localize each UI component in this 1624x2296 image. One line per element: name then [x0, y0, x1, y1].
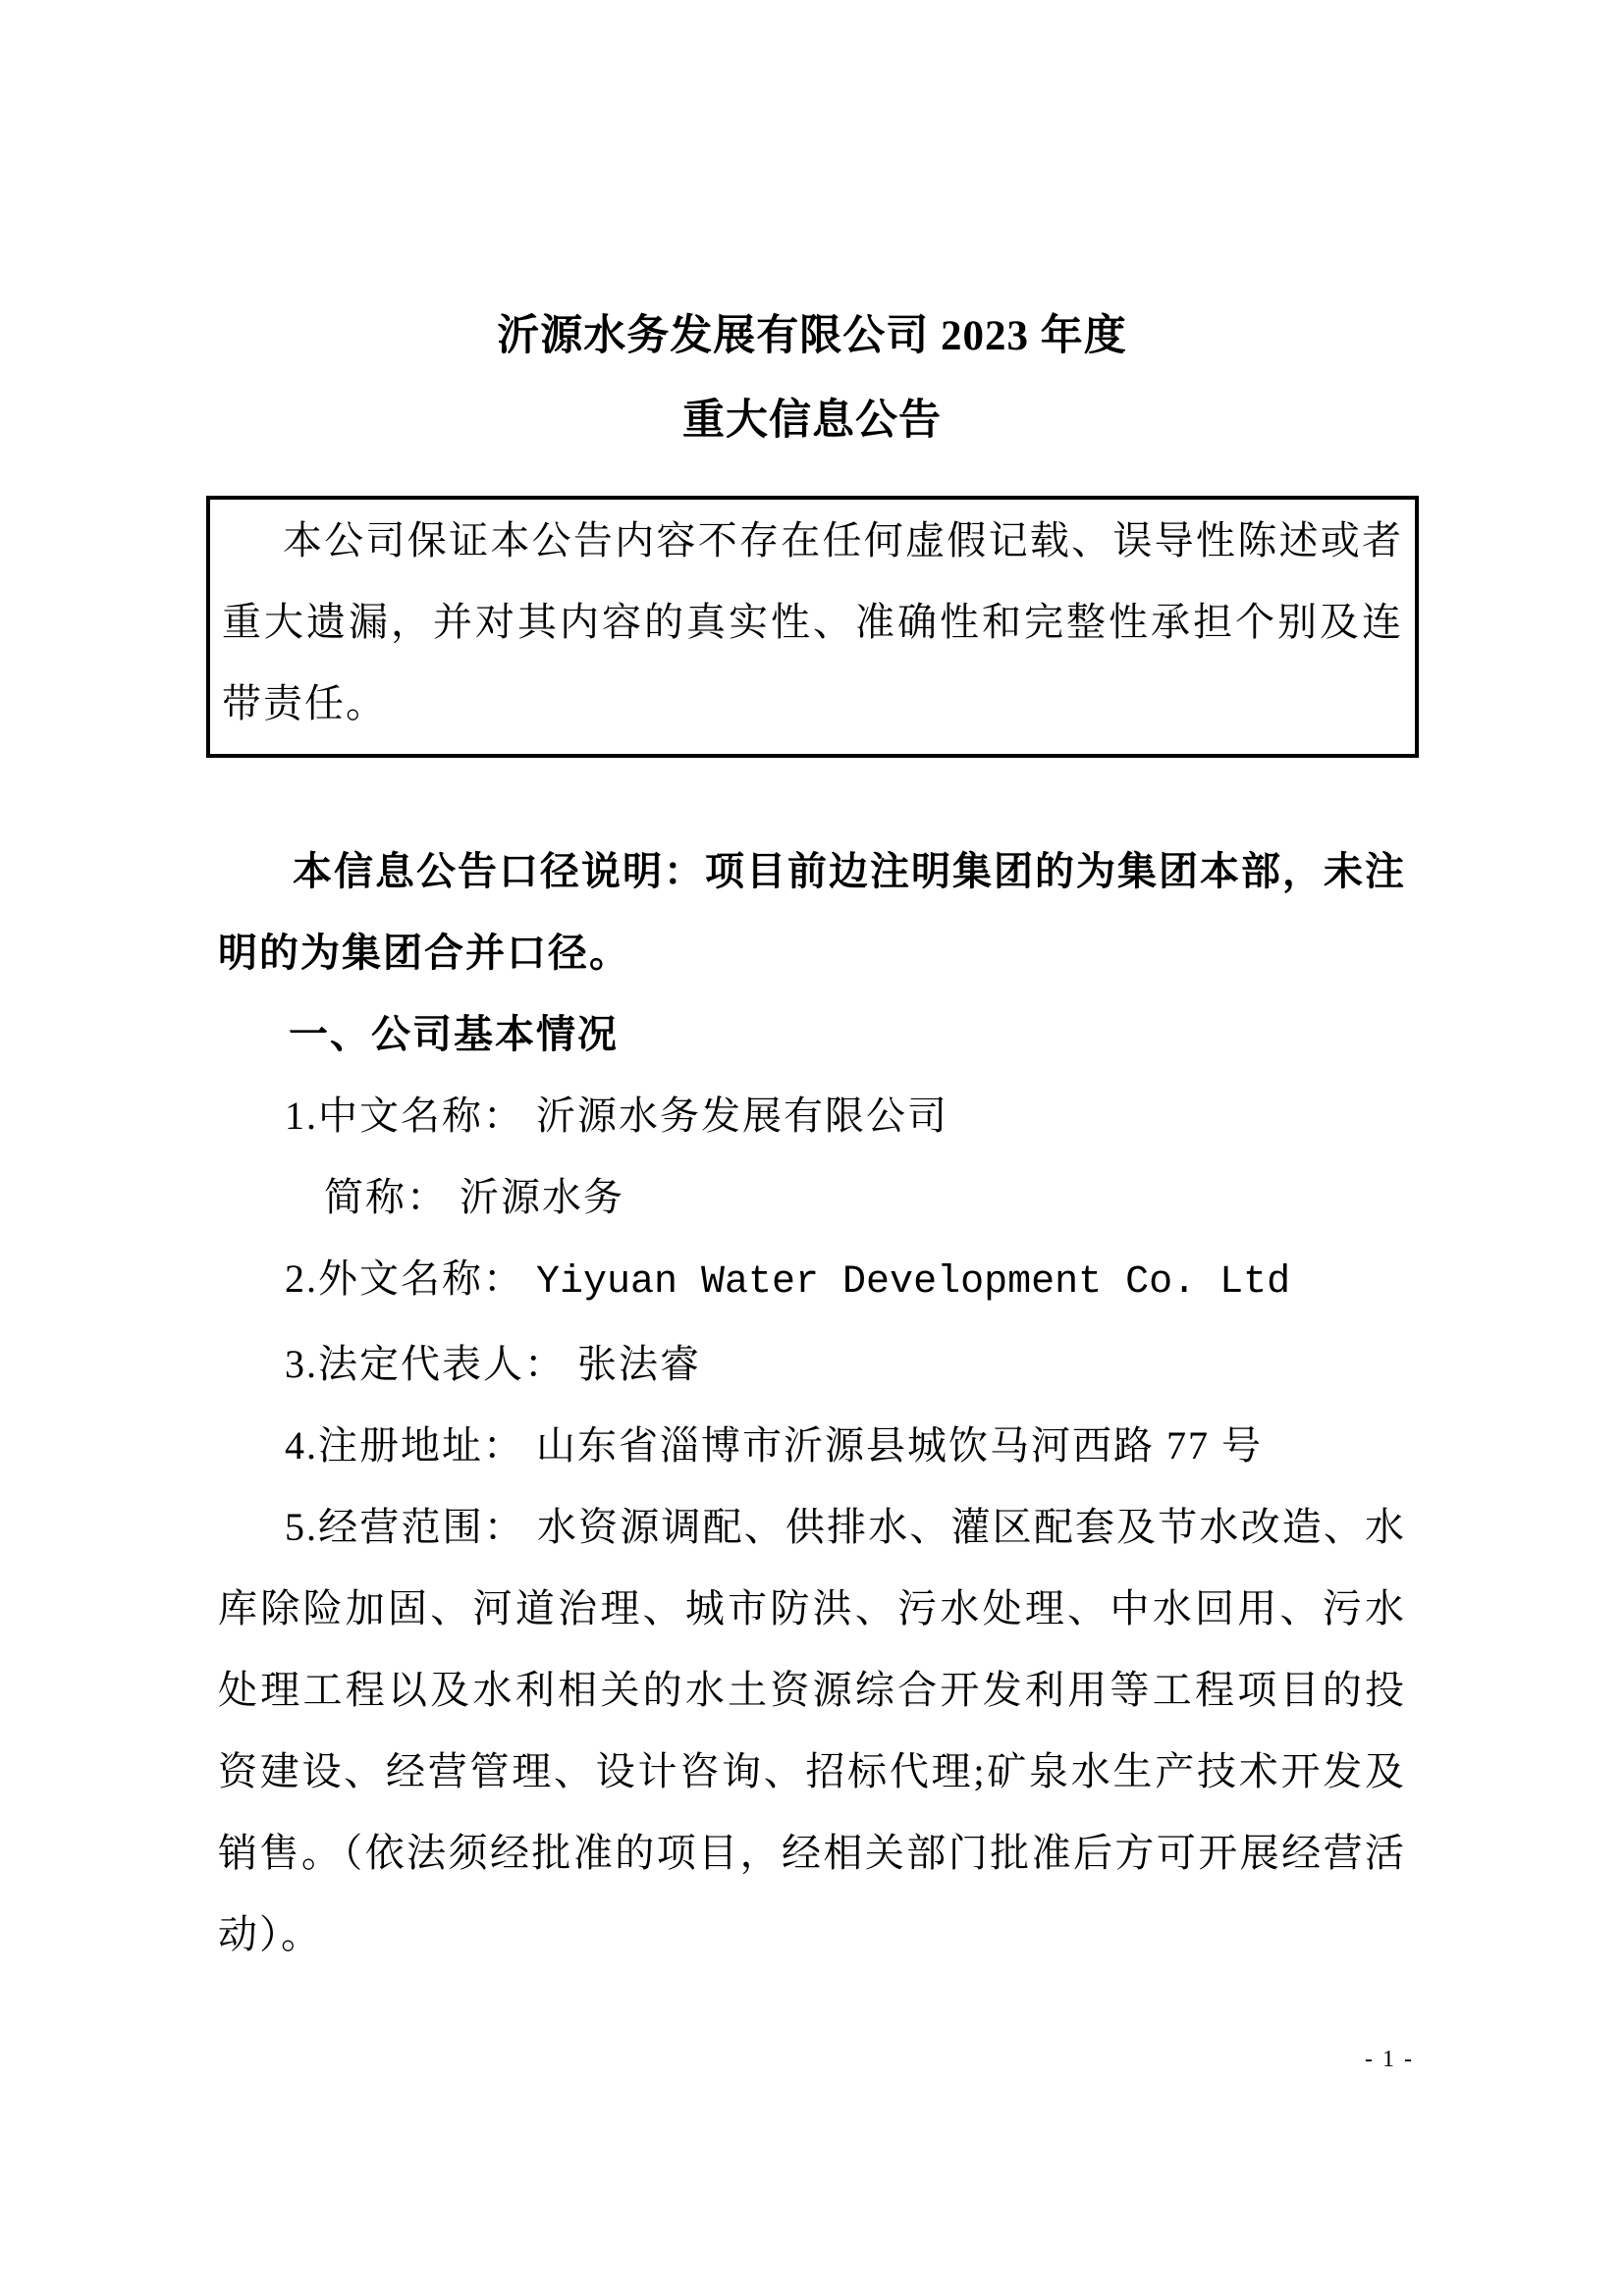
item-business-scope: 5.经营范围： 水资源调配、供排水、灌区配套及节水改造、水库除险加固、河道治理、城市防洪、污水处理、中水回用、污水处理工程以及水利相关的水土资源综合开发利用等工程项目的投资建设、经营管理、设计咨询、招标代理;矿泉水生产技术开发及销售。（依法须经批准的项目，经相关部门批准后方可开展经营活动）。 [218, 1505, 1406, 1956]
item-chinese-name: 1.中文名称： 沂源水务发展有限公司 [285, 1094, 948, 1138]
item-english-name-label: 2.外文名称： [285, 1256, 536, 1301]
item-registered-address: 4.注册地址： 山东省淄博市沂源县城饮马河西路 77 号 [285, 1423, 1263, 1468]
disclaimer-text: 本公司保证本公告内容不存在任何虚假记载、误导性陈述或者重大遗漏，并对其内容的真实性、准确性和完整性承担个别及连带责任。 [222, 518, 1403, 725]
document-title: 沂源水务发展有限公司 2023 年度 [497, 313, 1127, 359]
disclaimer-box [206, 496, 1419, 758]
item-english-name [218, 1238, 1406, 1323]
document-subtitle: 重大信息公告 [682, 398, 942, 444]
page-content [218, 0, 1406, 1975]
intro-paragraph: 本信息公告口径说明：项目前边注明集团的为集团本部，未注明的为集团合并口径。 [218, 849, 1406, 975]
title-block [218, 0, 1406, 463]
item-short-name: 简称： 沂源水务 [324, 1175, 624, 1219]
item-english-name-value: Yiyuan Water Development Co. Ltd [536, 1260, 1291, 1305]
page-number: - 1 - [1365, 2047, 1414, 2072]
item-legal-representative: 3.法定代表人： 张法睿 [285, 1342, 701, 1386]
section-heading: 一、公司基本情况 [289, 1012, 619, 1056]
